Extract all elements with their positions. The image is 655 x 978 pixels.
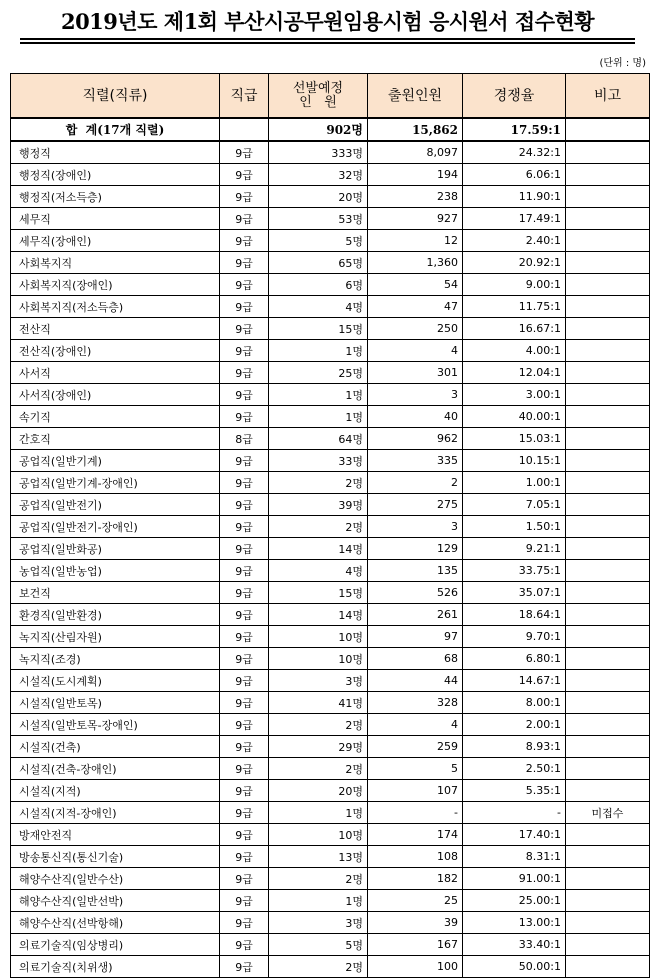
note-cell (566, 846, 650, 868)
position-cell: 전산직(장애인) (11, 340, 220, 362)
grade-cell: 9급 (220, 406, 269, 428)
planned-cell: 10명 (269, 626, 368, 648)
grade-cell: 9급 (220, 230, 269, 252)
position-cell: 방송통신직(통신기술) (11, 846, 220, 868)
competition-cell: 8.00:1 (463, 692, 566, 714)
grade-cell: 9급 (220, 318, 269, 340)
competition-cell: 17.40:1 (463, 824, 566, 846)
grade-cell: 9급 (220, 714, 269, 736)
position-cell: 공업직(일반전기) (11, 494, 220, 516)
header-planned (269, 74, 368, 119)
table-row (11, 912, 650, 934)
table-row (11, 318, 650, 340)
planned-cell: 2명 (269, 516, 368, 538)
note-cell (566, 604, 650, 626)
grade-cell: 9급 (220, 494, 269, 516)
competition-cell: 3.00:1 (463, 384, 566, 406)
applicants-cell: 47 (368, 296, 463, 318)
note-cell (566, 780, 650, 802)
competition-cell: 2.00:1 (463, 714, 566, 736)
table-row (11, 846, 650, 868)
planned-cell: 14명 (269, 604, 368, 626)
grade-cell: 9급 (220, 780, 269, 802)
competition-cell: 13.00:1 (463, 912, 566, 934)
competition-cell: 6.06:1 (463, 164, 566, 186)
note-cell (566, 824, 650, 846)
grade-cell: 9급 (220, 340, 269, 362)
applicants-cell: 25 (368, 890, 463, 912)
title-underline-bottom (20, 42, 635, 44)
note-cell (566, 186, 650, 208)
position-cell: 방재안전직 (11, 824, 220, 846)
position-cell: 시설직(도시계획) (11, 670, 220, 692)
planned-cell: 33명 (269, 450, 368, 472)
table-row (11, 516, 650, 538)
competition-cell: 20.92:1 (463, 252, 566, 274)
planned-cell: 1명 (269, 890, 368, 912)
grade-cell: 9급 (220, 560, 269, 582)
planned-cell: 2명 (269, 956, 368, 978)
note-cell (566, 472, 650, 494)
competition-cell: 8.93:1 (463, 736, 566, 758)
position-cell: 녹지직(조경) (11, 648, 220, 670)
position-cell: 세무직(장애인) (11, 230, 220, 252)
position-cell: 농업직(일반농업) (11, 560, 220, 582)
table-row (11, 714, 650, 736)
table-row (11, 252, 650, 274)
grade-cell: 9급 (220, 141, 269, 164)
note-cell (566, 758, 650, 780)
grade-cell: 9급 (220, 582, 269, 604)
note-cell (566, 252, 650, 274)
table-row (11, 604, 650, 626)
header-planned-line2: 인 원 (299, 94, 337, 110)
position-cell: 사회복지직 (11, 252, 220, 274)
note-cell (566, 626, 650, 648)
grade-cell: 9급 (220, 846, 269, 868)
grade-cell: 9급 (220, 824, 269, 846)
competition-cell: 24.32:1 (463, 141, 566, 164)
header-note: 비고 (566, 74, 650, 119)
competition-cell: 4.00:1 (463, 340, 566, 362)
grade-cell: 9급 (220, 912, 269, 934)
table-row (11, 626, 650, 648)
competition-cell: 16.67:1 (463, 318, 566, 340)
grade-cell: 8급 (220, 428, 269, 450)
applicants-cell: 39 (368, 912, 463, 934)
position-cell: 시설직(지적-장애인) (11, 802, 220, 824)
grade-cell: 9급 (220, 208, 269, 230)
applicants-cell: 328 (368, 692, 463, 714)
table-row (11, 692, 650, 714)
header-row (11, 74, 650, 119)
planned-cell: 15명 (269, 318, 368, 340)
position-cell: 시설직(일반토목) (11, 692, 220, 714)
note-cell (566, 868, 650, 890)
table-row (11, 362, 650, 384)
grade-cell: 9급 (220, 736, 269, 758)
applicants-cell: 5 (368, 758, 463, 780)
total-applicants: 15,862 (368, 118, 463, 141)
competition-cell: 11.75:1 (463, 296, 566, 318)
total-competition: 17.59:1 (463, 118, 566, 141)
table-row (11, 824, 650, 846)
table-row (11, 494, 650, 516)
table-row (11, 472, 650, 494)
position-cell: 행정직(장애인) (11, 164, 220, 186)
note-cell (566, 560, 650, 582)
note-cell (566, 648, 650, 670)
competition-cell: 40.00:1 (463, 406, 566, 428)
grade-cell: 9급 (220, 956, 269, 978)
grade-cell: 9급 (220, 186, 269, 208)
table-row (11, 296, 650, 318)
competition-cell: 11.90:1 (463, 186, 566, 208)
table-row (11, 538, 650, 560)
competition-cell: - (463, 802, 566, 824)
position-cell: 세무직 (11, 208, 220, 230)
document-title: 2019년도 제1회 부산시공무원임용시험 응시원서 접수현황 (60, 9, 595, 34)
competition-cell: 6.80:1 (463, 648, 566, 670)
competition-cell: 17.49:1 (463, 208, 566, 230)
applicants-cell: 174 (368, 824, 463, 846)
table-row (11, 670, 650, 692)
planned-cell: 41명 (269, 692, 368, 714)
header-competition: 경쟁율 (463, 74, 566, 119)
position-cell: 시설직(건축-장애인) (11, 758, 220, 780)
grade-cell: 9급 (220, 934, 269, 956)
grade-cell: 9급 (220, 648, 269, 670)
position-cell: 행정직 (11, 141, 220, 164)
position-cell: 녹지직(산림자원) (11, 626, 220, 648)
table-row (11, 384, 650, 406)
position-cell: 전산직 (11, 318, 220, 340)
planned-cell: 4명 (269, 296, 368, 318)
total-planned: 902명 (269, 118, 368, 141)
note-cell (566, 736, 650, 758)
applicants-cell: 526 (368, 582, 463, 604)
planned-cell: 333명 (269, 141, 368, 164)
total-grade (220, 118, 269, 141)
position-cell: 사서직(장애인) (11, 384, 220, 406)
note-cell (566, 450, 650, 472)
note-cell (566, 912, 650, 934)
planned-cell: 32명 (269, 164, 368, 186)
table-row (11, 406, 650, 428)
grade-cell: 9급 (220, 890, 269, 912)
position-cell: 해양수산직(일반수산) (11, 868, 220, 890)
competition-cell: 14.67:1 (463, 670, 566, 692)
table-row (11, 648, 650, 670)
note-cell (566, 230, 650, 252)
table-row (11, 340, 650, 362)
applicants-cell: 129 (368, 538, 463, 560)
applicants-cell: 259 (368, 736, 463, 758)
position-cell: 공업직(일반기계) (11, 450, 220, 472)
applicants-cell: 927 (368, 208, 463, 230)
applicants-cell: 135 (368, 560, 463, 582)
table-row (11, 164, 650, 186)
application-status-table (10, 73, 650, 978)
note-cell (566, 340, 650, 362)
competition-cell: 18.64:1 (463, 604, 566, 626)
applicants-cell: 8,097 (368, 141, 463, 164)
planned-cell: 3명 (269, 912, 368, 934)
planned-cell: 15명 (269, 582, 368, 604)
note-cell (566, 164, 650, 186)
applicants-cell: 182 (368, 868, 463, 890)
table-row (11, 450, 650, 472)
applicants-cell: 100 (368, 956, 463, 978)
note-cell (566, 318, 650, 340)
position-cell: 시설직(건축) (11, 736, 220, 758)
planned-cell: 1명 (269, 340, 368, 362)
position-cell: 해양수산직(일반선박) (11, 890, 220, 912)
total-row (11, 118, 650, 141)
applicants-cell: 167 (368, 934, 463, 956)
competition-cell: 91.00:1 (463, 868, 566, 890)
table-row (11, 186, 650, 208)
applicants-cell: 97 (368, 626, 463, 648)
competition-cell: 33.75:1 (463, 560, 566, 582)
applicants-cell: 2 (368, 472, 463, 494)
grade-cell: 9급 (220, 252, 269, 274)
planned-cell: 2명 (269, 758, 368, 780)
applicants-cell: 108 (368, 846, 463, 868)
note-cell (566, 296, 650, 318)
planned-cell: 5명 (269, 934, 368, 956)
position-cell: 시설직(지적) (11, 780, 220, 802)
note-cell (566, 538, 650, 560)
competition-cell: 2.40:1 (463, 230, 566, 252)
position-cell: 사서직 (11, 362, 220, 384)
grade-cell: 9급 (220, 692, 269, 714)
applicants-cell: - (368, 802, 463, 824)
position-cell: 공업직(일반전기-장애인) (11, 516, 220, 538)
competition-cell: 12.04:1 (463, 362, 566, 384)
grade-cell: 9급 (220, 384, 269, 406)
grade-cell: 9급 (220, 274, 269, 296)
planned-cell: 25명 (269, 362, 368, 384)
note-cell (566, 494, 650, 516)
table-row (11, 758, 650, 780)
note-cell (566, 428, 650, 450)
position-cell: 공업직(일반화공) (11, 538, 220, 560)
note-cell (566, 890, 650, 912)
planned-cell: 3명 (269, 670, 368, 692)
competition-cell: 9.21:1 (463, 538, 566, 560)
competition-cell: 35.07:1 (463, 582, 566, 604)
planned-cell: 10명 (269, 648, 368, 670)
planned-cell: 6명 (269, 274, 368, 296)
planned-cell: 1명 (269, 384, 368, 406)
table-row (11, 802, 650, 824)
position-cell: 해양수산직(선박항해) (11, 912, 220, 934)
position-cell: 환경직(일반환경) (11, 604, 220, 626)
planned-cell: 65명 (269, 252, 368, 274)
grade-cell: 9급 (220, 802, 269, 824)
position-cell: 간호직 (11, 428, 220, 450)
applicants-cell: 54 (368, 274, 463, 296)
applicants-cell: 335 (368, 450, 463, 472)
competition-cell: 8.31:1 (463, 846, 566, 868)
grade-cell: 9급 (220, 296, 269, 318)
planned-cell: 1명 (269, 802, 368, 824)
note-cell (566, 582, 650, 604)
applicants-cell: 238 (368, 186, 463, 208)
position-cell: 시설직(일반토목-장애인) (11, 714, 220, 736)
competition-cell: 9.70:1 (463, 626, 566, 648)
note-cell (566, 384, 650, 406)
total-label: 합 계(17개 직렬) (11, 118, 220, 141)
note-cell (566, 274, 650, 296)
planned-cell: 39명 (269, 494, 368, 516)
header-applicants: 출원인원 (368, 74, 463, 119)
position-cell: 사회복지직(장애인) (11, 274, 220, 296)
planned-cell: 20명 (269, 186, 368, 208)
grade-cell: 9급 (220, 604, 269, 626)
planned-cell: 64명 (269, 428, 368, 450)
note-cell (566, 406, 650, 428)
planned-cell: 53명 (269, 208, 368, 230)
grade-cell: 9급 (220, 362, 269, 384)
position-cell: 행정직(저소득층) (11, 186, 220, 208)
position-cell: 사회복지직(저소득층) (11, 296, 220, 318)
table-row (11, 890, 650, 912)
note-cell (566, 692, 650, 714)
competition-cell: 7.05:1 (463, 494, 566, 516)
note-cell (566, 516, 650, 538)
note-cell (566, 956, 650, 978)
applicants-cell: 3 (368, 516, 463, 538)
applicants-cell: 301 (368, 362, 463, 384)
planned-cell: 4명 (269, 560, 368, 582)
title-underline-top (20, 38, 635, 40)
competition-cell: 2.50:1 (463, 758, 566, 780)
planned-cell: 20명 (269, 780, 368, 802)
applicants-cell: 4 (368, 714, 463, 736)
grade-cell: 9급 (220, 450, 269, 472)
header-planned-line1: 선발예정 (292, 80, 344, 96)
grade-cell: 9급 (220, 538, 269, 560)
planned-cell: 2명 (269, 868, 368, 890)
applicants-cell: 250 (368, 318, 463, 340)
competition-cell: 33.40:1 (463, 934, 566, 956)
note-cell (566, 141, 650, 164)
position-cell: 의료기술직(임상병리) (11, 934, 220, 956)
note-cell (566, 670, 650, 692)
planned-cell: 13명 (269, 846, 368, 868)
competition-cell: 10.15:1 (463, 450, 566, 472)
competition-cell: 9.00:1 (463, 274, 566, 296)
competition-cell: 25.00:1 (463, 890, 566, 912)
grade-cell: 9급 (220, 164, 269, 186)
table-row (11, 560, 650, 582)
planned-cell: 1명 (269, 406, 368, 428)
table-row (11, 736, 650, 758)
table-row (11, 274, 650, 296)
note-cell (566, 934, 650, 956)
grade-cell: 9급 (220, 626, 269, 648)
applicants-cell: 194 (368, 164, 463, 186)
applicants-cell: 275 (368, 494, 463, 516)
applicants-cell: 107 (368, 780, 463, 802)
grade-cell: 9급 (220, 868, 269, 890)
applicants-cell: 12 (368, 230, 463, 252)
header-position: 직렬(직류) (11, 74, 220, 119)
applicants-cell: 962 (368, 428, 463, 450)
competition-cell: 1.50:1 (463, 516, 566, 538)
header-grade: 직급 (220, 74, 269, 119)
competition-cell: 5.35:1 (463, 780, 566, 802)
table-row (11, 230, 650, 252)
table-row (11, 208, 650, 230)
table-row (11, 582, 650, 604)
position-cell: 보건직 (11, 582, 220, 604)
note-cell (566, 714, 650, 736)
grade-cell: 9급 (220, 670, 269, 692)
note-cell (566, 362, 650, 384)
grade-cell: 9급 (220, 472, 269, 494)
table-row (11, 780, 650, 802)
competition-cell: 50.00:1 (463, 956, 566, 978)
total-note (566, 118, 650, 141)
applicants-cell: 44 (368, 670, 463, 692)
applicants-cell: 40 (368, 406, 463, 428)
table-row (11, 868, 650, 890)
position-cell: 공업직(일반기계-장애인) (11, 472, 220, 494)
position-cell: 속기직 (11, 406, 220, 428)
position-cell: 의료기술직(치위생) (11, 956, 220, 978)
grade-cell: 9급 (220, 758, 269, 780)
table-row (11, 141, 650, 164)
table-row (11, 428, 650, 450)
applicants-cell: 261 (368, 604, 463, 626)
planned-cell: 2명 (269, 714, 368, 736)
table-row (11, 956, 650, 978)
planned-cell: 29명 (269, 736, 368, 758)
planned-cell: 14명 (269, 538, 368, 560)
planned-cell: 2명 (269, 472, 368, 494)
applicants-cell: 4 (368, 340, 463, 362)
applicants-cell: 3 (368, 384, 463, 406)
applicants-cell: 68 (368, 648, 463, 670)
planned-cell: 5명 (269, 230, 368, 252)
note-cell: 미접수 (566, 802, 650, 824)
applicants-cell: 1,360 (368, 252, 463, 274)
note-cell (566, 208, 650, 230)
grade-cell: 9급 (220, 516, 269, 538)
planned-cell: 10명 (269, 824, 368, 846)
competition-cell: 15.03:1 (463, 428, 566, 450)
table-row (11, 934, 650, 956)
unit-label: (단위 : 명) (599, 58, 646, 69)
competition-cell: 1.00:1 (463, 472, 566, 494)
